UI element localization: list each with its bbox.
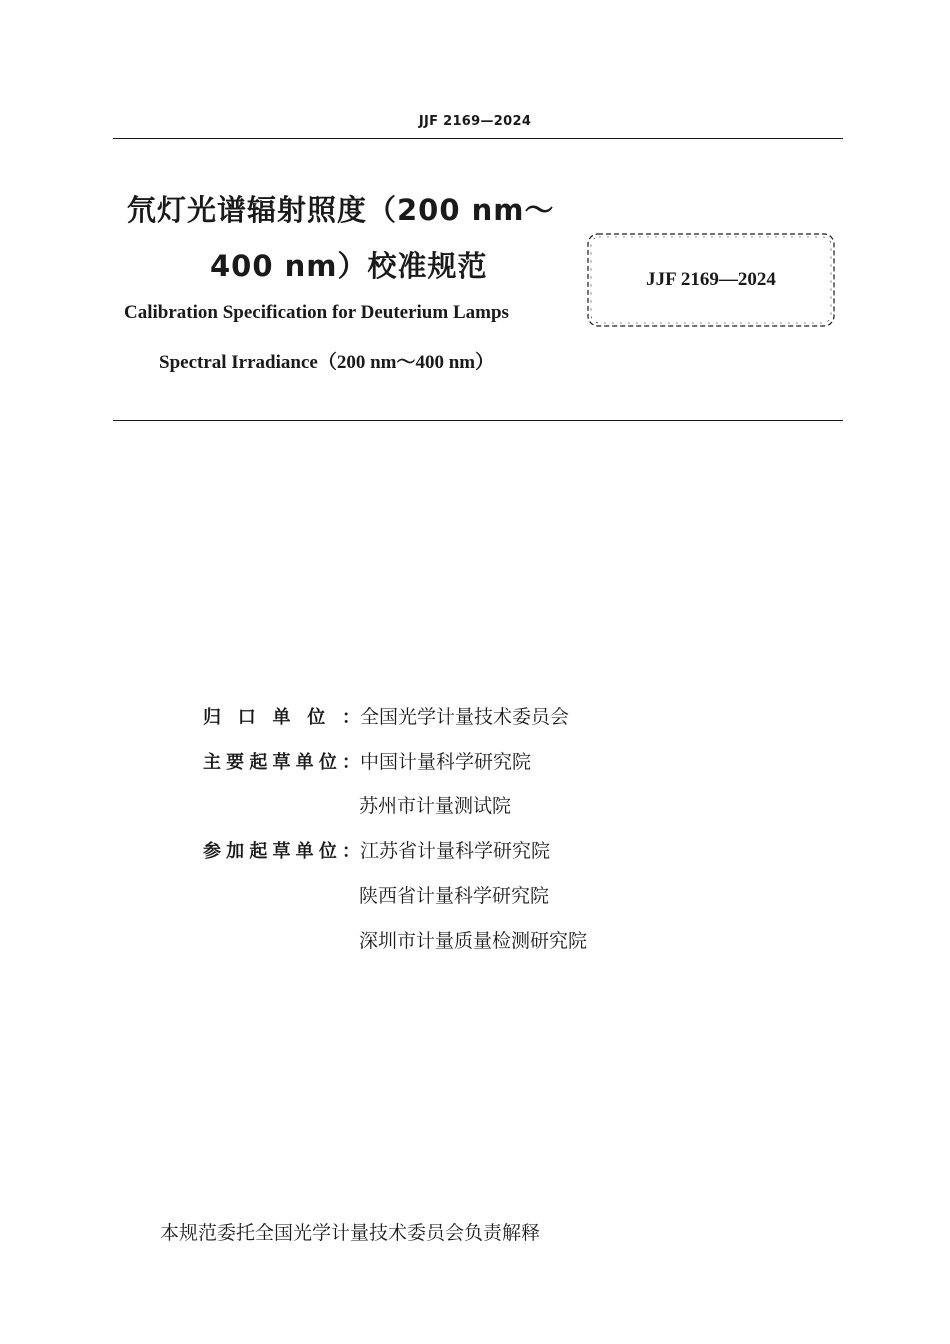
- participating-org-value: 陕西省计量科学研究院: [359, 885, 550, 907]
- main-drafting-org-value: 苏州市计量测试院: [359, 795, 512, 817]
- responsible-org-label: 归口单位：: [203, 707, 360, 728]
- responsible-org-row: [203, 702, 569, 730]
- interpretation-note: 本规范委托全国光学计量技术委员会负责解释: [160, 1222, 541, 1244]
- participating-org-value: 深圳市计量质量检测研究院: [359, 930, 588, 952]
- standard-code-box: [586, 232, 836, 328]
- participating-org-row: [203, 836, 550, 864]
- participating-org-row-3: [359, 926, 587, 954]
- participating-org-label: 参加起草单位：: [203, 841, 360, 862]
- chinese-title-line-2: 400 nm）校准规范: [210, 249, 488, 283]
- main-drafting-org-value: 中国计量科学研究院: [360, 751, 532, 773]
- participating-org-value: 江苏省计量科学研究院: [360, 840, 551, 862]
- main-drafting-org-row-2: [359, 791, 511, 819]
- english-title-line-2: Spectral Irradiance（200 nm～400 nm）: [159, 352, 495, 373]
- standard-code-text: JJF 2169—2024: [646, 269, 776, 290]
- participating-org-row-2: [359, 881, 549, 909]
- responsible-org-value: 全国光学计量技术委员会: [360, 706, 570, 728]
- title-bottom-divider: [113, 420, 843, 421]
- english-title-line-1: Calibration Specification for Deuterium Lamps: [124, 302, 509, 323]
- top-divider: [113, 138, 843, 139]
- header-standard-code: JJF 2169—2024: [418, 114, 532, 129]
- chinese-title-line-1: 氘灯光谱辐射照度（200 nm～: [127, 193, 555, 227]
- main-drafting-org-label: 主要起草单位：: [203, 752, 360, 773]
- main-drafting-org-row: [203, 747, 531, 775]
